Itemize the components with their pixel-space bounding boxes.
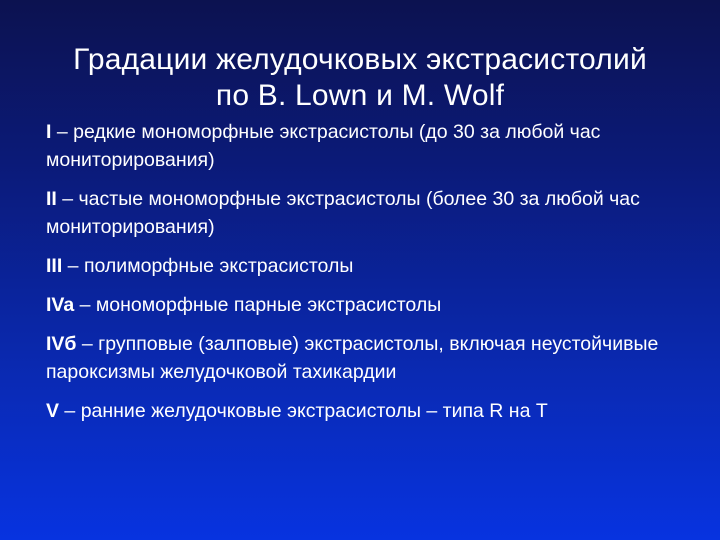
grade-number: V	[46, 400, 60, 422]
grade-number: II	[46, 188, 57, 210]
grade-description: – частые мономорфные экстрасистолы (более 30 за любой час мониторирования)	[46, 188, 640, 238]
slide-title	[20, 42, 700, 114]
grade-number: I	[46, 121, 52, 143]
grade-number: IVб	[46, 333, 77, 355]
grade-list	[46, 118, 696, 436]
grade-item-4a	[46, 291, 696, 319]
grade-number: IVa	[46, 294, 75, 316]
grade-item-2	[46, 185, 696, 241]
grade-number: III	[46, 255, 63, 277]
grade-description: – групповые (залповые) экстрасистолы, включая неустойчивые пароксизмы желудочковой тахикардии	[46, 333, 659, 383]
grade-description: – мономорфные парные экстрасистолы	[74, 294, 442, 316]
grade-item-4b	[46, 330, 696, 386]
grade-description: – ранние желудочковые экстрасистолы – типа R на T	[59, 400, 548, 422]
slide-title-line-2: по B. Lown и M. Wolf	[215, 79, 505, 113]
grade-item-5	[46, 397, 696, 425]
slide-title-line-1: Градации желудочковых экстрасистолий	[73, 43, 647, 77]
grade-description: – редкие мономорфные экстрасистолы (до 30 за любой час мониторирования)	[46, 121, 601, 171]
grade-item-1	[46, 118, 696, 174]
grade-item-3	[46, 252, 696, 280]
grade-description: – полиморфные экстрасистолы	[62, 255, 354, 277]
